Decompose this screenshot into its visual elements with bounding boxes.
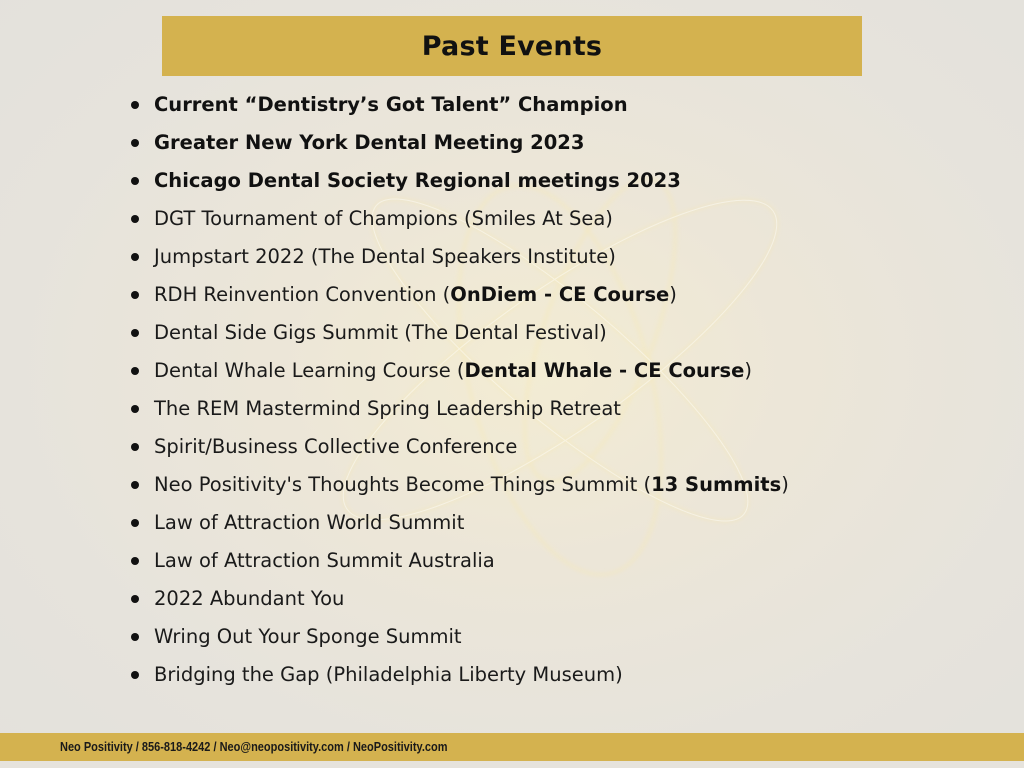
bullet-icon: [131, 405, 139, 413]
bullet-icon: [131, 291, 139, 299]
bullet-icon: [131, 671, 139, 679]
bullet-icon: [131, 633, 139, 641]
event-text: Jumpstart 2022 (The Dental Speakers Institute): [154, 245, 616, 268]
event-text: Dental Whale Learning Course (: [154, 359, 465, 382]
title-banner: [162, 16, 862, 76]
event-text: The REM Mastermind Spring Leadership Retreat: [154, 397, 621, 420]
event-text: Neo Positivity's Thoughts Become Things Summit (: [154, 473, 652, 496]
event-emphasis: Dental Whale - CE Course: [464, 359, 745, 382]
events-list: [128, 86, 988, 694]
event-item: [128, 238, 988, 276]
event-text: Wring Out Your Sponge Summit: [154, 625, 462, 648]
footer-bar: [0, 733, 1024, 761]
bullet-icon: [131, 367, 139, 375]
event-text: Spirit/Business Collective Conference: [154, 435, 518, 458]
event-text-suffix: ): [669, 283, 677, 306]
event-item: [128, 86, 988, 124]
event-text: Greater New York Dental Meeting 2023: [154, 131, 585, 154]
bullet-icon: [131, 253, 139, 261]
event-text: Current “Dentistry’s Got Talent” Champion: [154, 93, 628, 116]
bullet-icon: [131, 177, 139, 185]
event-text: Bridging the Gap (Philadelphia Liberty Museum): [154, 663, 623, 686]
event-item: [128, 162, 988, 200]
event-text: Chicago Dental Society Regional meetings 2023: [154, 169, 681, 192]
event-item: [128, 314, 988, 352]
bullet-icon: [131, 329, 139, 337]
event-text: 2022 Abundant You: [154, 587, 345, 610]
event-text: Dental Side Gigs Summit (The Dental Festival): [154, 321, 607, 344]
page-title: Past Events: [421, 30, 603, 62]
event-item: [128, 542, 988, 580]
event-text-suffix: ): [781, 473, 789, 496]
bullet-icon: [131, 101, 139, 109]
bullet-icon: [131, 443, 139, 451]
event-item: [128, 466, 988, 504]
event-item: [128, 428, 988, 466]
bullet-icon: [131, 595, 139, 603]
bullet-icon: [131, 557, 139, 565]
event-item: [128, 656, 988, 694]
event-text: RDH Reinvention Convention (: [154, 283, 451, 306]
event-emphasis: 13 Summits: [651, 473, 782, 496]
bullet-icon: [131, 481, 139, 489]
bullet-icon: [131, 139, 139, 147]
event-text-suffix: ): [744, 359, 752, 382]
event-item: [128, 352, 988, 390]
event-text: DGT Tournament of Champions (Smiles At Sea): [154, 207, 613, 230]
event-item: [128, 276, 988, 314]
event-item: [128, 504, 988, 542]
bullet-icon: [131, 215, 139, 223]
bullet-icon: [131, 519, 139, 527]
event-item: [128, 390, 988, 428]
event-item: [128, 580, 988, 618]
footer-contact: Neo Positivity / 856-818-4242 / Neo@neopositivity.com / NeoPositivity.com: [60, 740, 448, 754]
bottom-strip: [0, 761, 1024, 768]
event-text: Law of Attraction World Summit: [154, 511, 465, 534]
event-emphasis: OnDiem - CE Course: [450, 283, 670, 306]
event-item: [128, 124, 988, 162]
event-item: [128, 618, 988, 656]
event-text: Law of Attraction Summit Australia: [154, 549, 495, 572]
event-item: [128, 200, 988, 238]
